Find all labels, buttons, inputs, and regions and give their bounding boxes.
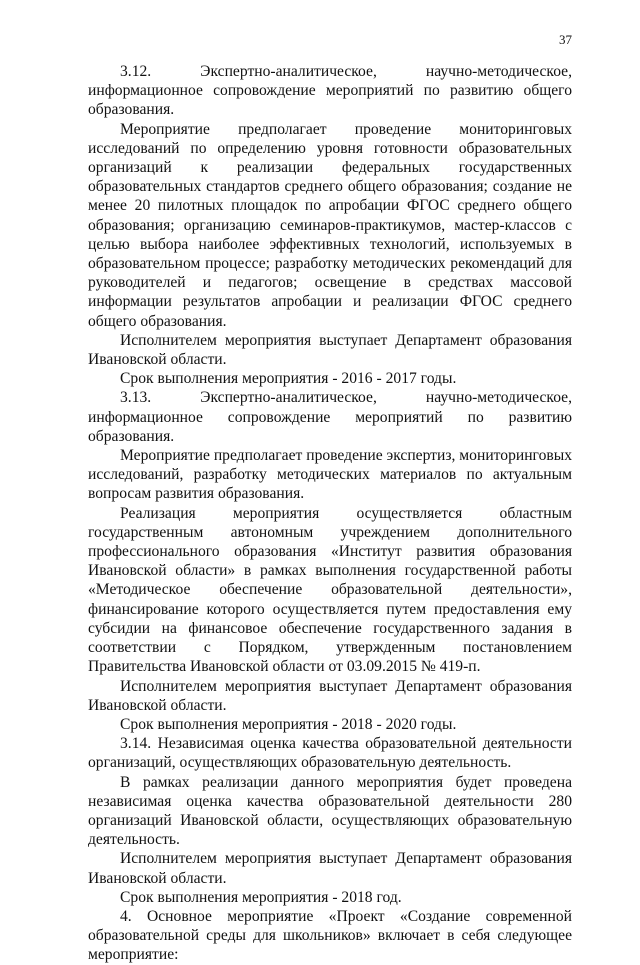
paragraph-3-13-deadline: Срок выполнения мероприятия - 2018 - 2020 годы. bbox=[120, 715, 457, 733]
paragraph-3-13-executor: Исполнителем мероприятия выступает Департамент образования Ивановской области. bbox=[88, 677, 572, 714]
paragraph-3-12-heading: 3.12. Экспертно-аналитическое, научно-методическое, информационное сопровождение мероприятий по развитию общего образования. bbox=[88, 63, 572, 119]
paragraph-3-14-description: В рамках реализации данного мероприятия будет проведена независимая оценка качества образовательной деятельности 280 организаций Ивановской области, осуществляющих образовательную деятельность. bbox=[88, 773, 572, 849]
paragraph-3-14-deadline: Срок выполнения мероприятия - 2018 год. bbox=[120, 888, 402, 906]
paragraph-3-13-heading: 3.13. Экспертно-аналитическое, научно-методическое, информационное сопровождение мероприятий по развитию образования. bbox=[88, 389, 572, 445]
paragraph-3-14-heading: 3.14. Независимая оценка качества образовательной деятельности организаций, осуществляющих образовательную деятельность. bbox=[88, 735, 572, 772]
paragraph-3-12-description: Мероприятие предполагает проведение мониторинговых исследований по определению уровня готовности образовательных организаций к реализации федеральных государственных образовательных стандартов среднего общего образования; создание не менее 20 пилотных площадок по апробации ФГОС среднего общего образования; организацию семинаров-практикумов, мастер-классов с целью выбора наиболее эффективных технологий, используемых в образовательном процессе; разработку методических рекомендаций для руководителей и педагогов; освещение в средствах массовой информации результатов апробации и реализации ФГОС среднего общего образования. bbox=[88, 120, 572, 330]
page-number: 37 bbox=[559, 32, 572, 47]
document-body bbox=[88, 62, 572, 965]
paragraph-3-13-implementation: Реализация мероприятия осуществляется областным государственным автономным учреждением дополнительного профессионального образования «Институт развития образования Ивановской области» в рамках выполнения государственной работы «Методическое обеспечение образовательной деятельности», финансирование которого осуществляется путем предоставления ему субсидии на финансовое обеспечение государственного задания в соответствии с Порядком, утвержденным постановлением Правительства Ивановской области от 03.09.2015 № 419-п. bbox=[88, 504, 572, 676]
paragraph-3-12-executor: Исполнителем мероприятия выступает Департамент образования Ивановской области. bbox=[88, 331, 572, 369]
paragraph-3-14-executor: Исполнителем мероприятия выступает Департамент образования Ивановской области. bbox=[88, 850, 572, 887]
paragraph-3-13-description: Мероприятие предполагает проведение экспертиз, мониторинговых исследований, разработку методических материалов по актуальным вопросам развития образования. bbox=[88, 447, 572, 503]
paragraph-4-heading: 4. Основное мероприятие «Проект «Создание современной образовательной среды для школьников» включает в себя следующее мероприятие: bbox=[88, 907, 572, 964]
paragraph-3-12-deadline: Срок выполнения мероприятия - 2016 - 2017 годы. bbox=[120, 370, 457, 388]
